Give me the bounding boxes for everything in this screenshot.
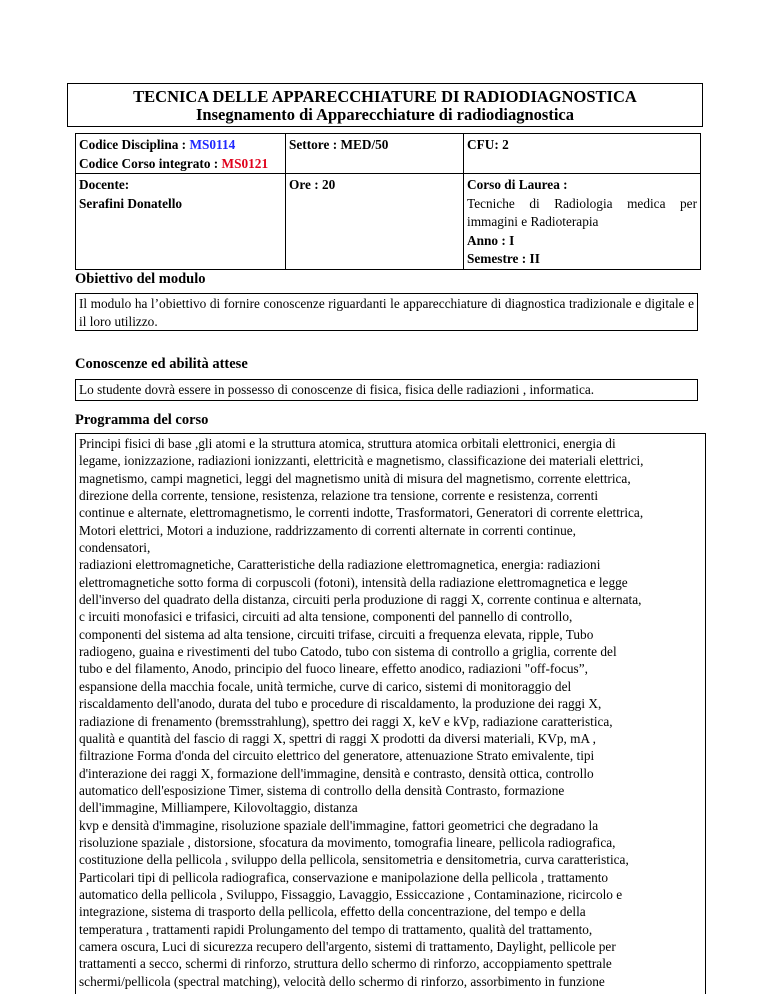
programma-line: automatico dell'esposizione Timer, sistema di controllo della densità Contrasto, formazione <box>79 782 565 798</box>
codes-cell <box>76 134 286 174</box>
programma-line: elettromagnetiche sotto forma di corpuscoli (fotoni), intensità della radiazione elettromagnetica e legge <box>79 574 628 590</box>
ore-cell: Ore : 20 <box>286 174 464 270</box>
docente-name: Serafini Donatello <box>79 195 183 211</box>
programma-line: condensatori, <box>79 540 151 556</box>
course-title: TECNICA DELLE APPARECCHIATURE DI RADIODIAGNOSTICA <box>133 87 637 106</box>
programma-line: camera oscura, Luci di sicurezza recupero dell'argento, sistemi di trattamento, Daylight, pellicole per <box>79 938 616 954</box>
corso-laurea-label: Corso di Laurea : <box>467 177 568 192</box>
programma-line: direzione della corrente, tensione, resistenza, relazione tra tensione, corrente e resistenza, correnti <box>79 488 599 504</box>
programma-line: c ircuiti monofasici e trifasici, circuiti ad alta tensione, componenti del pannello di controllo, <box>79 609 573 625</box>
programma-line: qualità e quantità del fascio di raggi X, spettri di raggi X prodotti da diversi materiali, KVp, mA , <box>79 730 596 746</box>
corso-laurea-cell <box>464 174 701 270</box>
programma-line: costituzione della pellicola , sviluppo della pellicola, sensitometria e densitometria, curva caratteristica, <box>79 852 629 868</box>
cfu-cell: CFU: 2 <box>464 134 701 174</box>
programma-line: radiogeno, guaina e rivestimenti del tubo Catodo, tubo con sistema di controllo a griglia, corrente del <box>79 644 617 660</box>
codice-corso-row <box>79 155 282 174</box>
corso-laurea-value: Tecniche di Radiologia medica per immagini e Radioterapia <box>467 195 697 229</box>
settore-cell: Settore : MED/50 <box>286 134 464 174</box>
course-info-table <box>75 133 701 270</box>
docente-label: Docente: <box>79 177 130 192</box>
anno-value: Anno : I <box>467 232 515 248</box>
codice-corso-value: MS0121 <box>221 155 269 171</box>
programma-line: espansione della macchia focale, unità termiche, curve di carico, sistemi di monitoraggio del <box>79 678 572 694</box>
programma-line: Motori elettrici, Motori a induzione, raddrizzamento di correnti alternate in correnti continue, <box>79 522 576 538</box>
programma-line: Principi fisici di base ,gli atomi e la struttura atomica, struttura atomica orbitali elettronici, energia di <box>79 436 616 451</box>
programma-line: filtrazione Forma d'onda del circuito elettrico del generatore, attenuazione Strato emivalente, tipi <box>79 748 595 764</box>
obiettivo-text: Il modulo ha l’obiettivo di fornire conoscenze riguardanti le apparecchiature di diagnostica tradizionale e digitale e il loro utilizzo. <box>75 293 698 331</box>
programma-line: risoluzione spaziale , distorsione, sfocatura da movimento, tomografia lineare, pellicola radiografica, <box>79 834 616 850</box>
course-title-box <box>67 83 703 127</box>
programma-line: magnetismo, campi magnetici, leggi del magnetismo unità di misura del magnetismo, corrente elettrica, <box>79 470 631 486</box>
programma-line: integrazione, sistema di trasporto della pellicola, effetto della concentrazione, del tempo e della <box>79 904 586 920</box>
programma-line: radiazione di frenamento (bremsstrahlung), spettro dei raggi X, keV e kVp, radiazione caratteristica, <box>79 713 613 729</box>
programma-line: tubo e del filamento, Anodo, principio del fuoco lineare, effetto anodico, radiazioni "off-focus”, <box>79 661 588 677</box>
programma-line: radiazioni elettromagnetiche, Caratteristiche della radiazione elettromagnetica, energia: radiazioni <box>79 557 601 573</box>
programma-heading: Programma del corso <box>75 412 209 428</box>
programma-line: dell'immagine, Milliampere, Kilovoltaggio, distanza <box>79 800 358 816</box>
codice-corso-label: Codice Corso integrato : <box>79 155 222 171</box>
codice-disciplina-row <box>79 136 282 155</box>
course-subtitle: Insegnamento di Apparecchiature di radiodiagnostica <box>195 105 574 124</box>
codice-disciplina-label: Codice Disciplina : <box>79 137 190 152</box>
docente-cell <box>76 174 286 270</box>
semestre-value: Semestre : II <box>467 251 540 266</box>
programma-line: Particolari tipi di pellicola radiografica, conservazione e manipolazione della pellicola , trattamento <box>79 869 609 885</box>
programma-line: schermi/pellicola (spectral matching), velocità dello schermo di rinforzo, assorbimento in funzione <box>79 973 605 989</box>
programma-line: componenti del sistema ad alta tensione, circuiti trifase, circuiti a frequenza elevata, ripple, Tubo <box>79 626 594 642</box>
programma-line: d'interazione dei raggi X, formazione dell'immagine, densità e contrasto, densità ottica, controllo <box>79 765 594 781</box>
programma-line: automatico della pellicola , Sviluppo, Fissaggio, Lavaggio, Essiccazione , Contaminazione, ricircolo e <box>79 886 623 902</box>
conoscenze-text: Lo studente dovrà essere in possesso di conoscenze di fisica, fisica delle radiazioni , informatica. <box>75 379 698 401</box>
programma-line: kvp e densità d'immagine, risoluzione spaziale dell'immagine, fattori geometrici che degradano la <box>79 817 599 833</box>
programma-line: trattamenti a secco, schermi di rinforzo, struttura dello schermo di rinforzo, accoppiamento spettrale <box>79 956 612 972</box>
programma-line: temperatura , trattamenti rapidi Prolungamento del tempo di trattamento, qualità del trattamento, <box>79 921 593 937</box>
programma-line: riscaldamento dell'anodo, durata del tubo e procedure di riscaldamento, la produzione dei raggi X, <box>79 696 602 712</box>
programma-line: continue e alternate, elettromagnetismo, le correnti indotte, Trasformatori, Generatori di corrente elettrica, <box>79 505 644 521</box>
programma-line: legame, ionizzazione, radiazioni ionizzanti, elettricità e magnetismo, classificazione dei materiali elettrici, <box>79 453 644 469</box>
programma-text <box>75 433 706 994</box>
obiettivo-heading: Obiettivo del modulo <box>75 271 206 287</box>
programma-line: dell'inverso del quadrato della distanza, circuiti perla produzione di raggi X, corrente continua e alternata, <box>79 592 642 608</box>
codice-disciplina-value: MS0114 <box>189 137 236 152</box>
conoscenze-heading: Conoscenze ed abilità attese <box>75 356 248 372</box>
